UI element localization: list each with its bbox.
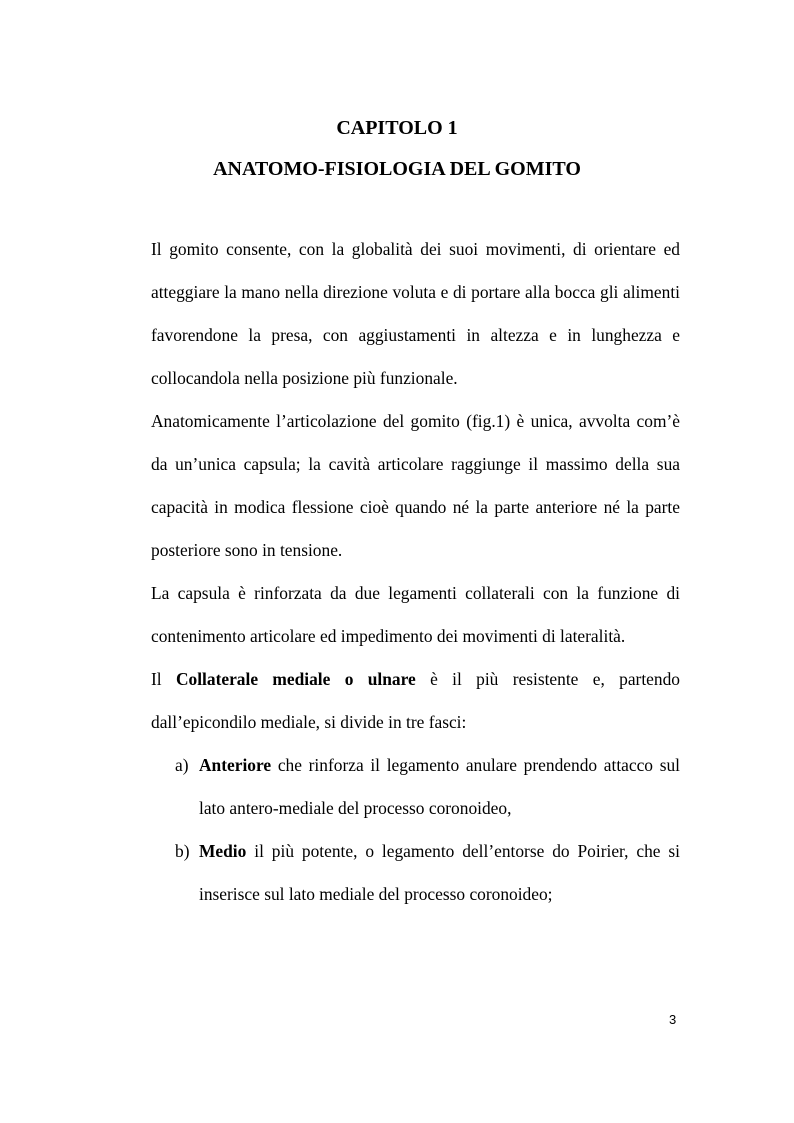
paragraph-intro: Il gomito consente, con la globalità dei suoi movimenti, di orientare ed atteggiare la mano nella direzione voluta e di portare alla bocca gli alimenti favorendone la presa, con aggiustamenti in altezza e in lunghezza e collocandola nella posizione più funzionale.	[151, 239, 680, 388]
fascio-term: Medio	[199, 841, 247, 861]
list-marker: a)	[175, 755, 189, 775]
list-marker: b)	[175, 841, 190, 861]
chapter-title: ANATOMO-FISIOLOGIA DEL GOMITO	[213, 158, 581, 180]
paragraph-anatomy: Anatomicamente l’articolazione del gomito (fig.1) è unica, avvolta com’è da un’unica capsula; la cavità articolare raggiunge il massimo della sua capacità in modica flessione cioè quando né la parte anteriore né la parte posteriore sono in tensione.	[151, 411, 680, 560]
fascio-text: il più potente, o legamento dell’entorse do Poirier, che si inserisce sul lato mediale del processo coronoideo;	[199, 841, 680, 904]
paragraph-capsule: La capsula è rinforzata da due legamenti collaterali con la funzione di contenimento articolare ed impedimento dei movimenti di lateralità.	[151, 583, 680, 646]
list-item-anteriore	[151, 744, 680, 830]
page-number: 3	[669, 1012, 677, 1027]
fasci-list	[151, 744, 680, 916]
collateral-prefix: Il	[151, 669, 176, 689]
collateral-text: è il più resistente e, partendo dall’epicondilo mediale, si divide in tre fasci:	[151, 669, 680, 732]
paragraph-collateral	[151, 658, 680, 744]
fascio-term: Anteriore	[199, 755, 272, 775]
list-item-medio	[151, 830, 680, 916]
fascio-text: che rinforza il legamento anulare prendendo attacco sul lato antero-mediale del processo coronoideo,	[199, 755, 680, 818]
body-text	[151, 228, 680, 916]
chapter-number: CAPITOLO 1	[336, 117, 458, 139]
collateral-term: Collaterale mediale o ulnare	[175, 669, 416, 689]
